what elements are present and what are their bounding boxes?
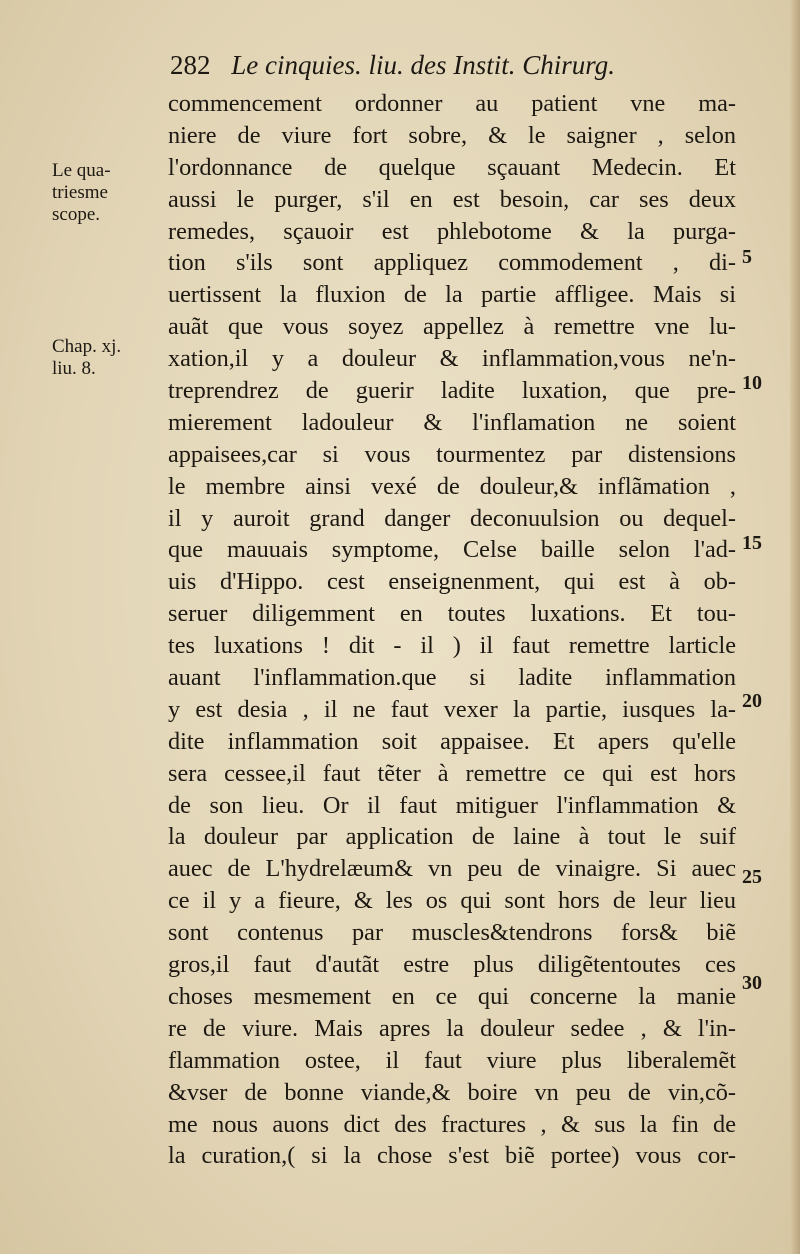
text-line: que mauuais symptome, Celse baille selon l'ad- [168, 536, 736, 564]
text-line: le membre ainsi vexé de douleur,& inflãmation , [168, 472, 736, 500]
line-number-5: 5 [742, 246, 752, 268]
text-line: gros,il faut d'autãt estre plus diligẽtentoutes ces [168, 951, 736, 979]
text-line: ce il y a fieure, & les os qui sont hors de leur lieu [168, 887, 736, 915]
text-line: y est desia , il ne faut vexer la partie, iusques la- [168, 695, 736, 723]
text-line: auãt que vous soyez appellez à remettre vne lu- [168, 313, 736, 341]
page-edge-shadow [790, 0, 800, 1254]
line-number-25: 25 [742, 866, 762, 888]
text-line: aussi le purger, s'il en est besoin, car ses deux [168, 185, 736, 213]
text-line: remedes, sçauoir est phlebotome & la purga- [168, 217, 736, 245]
margin-note-chapter-reference [52, 336, 152, 380]
text-line: de son lieu. Or il faut mitiguer l'inflammation & [168, 791, 736, 819]
running-header [170, 50, 730, 90]
line-number-10: 10 [742, 372, 762, 394]
text-line: dite inflammation soit appaisee. Et apers qu'elle [168, 727, 736, 755]
line-number-30: 30 [742, 972, 762, 994]
text-line: me nous auons dict des fractures , & sus la fin de [168, 1110, 736, 1138]
text-line: xation,il y a douleur & inflammation,vous ne'n- [168, 345, 736, 373]
text-line: seruer diligemment en toutes luxations. Et tou- [168, 600, 736, 628]
text-line: commencement ordonner au patient vne ma- [168, 90, 736, 117]
text-line: mierement ladouleur & l'inflamation ne soient [168, 408, 736, 436]
text-line: il y auroit grand danger deconuulsion ou dequel- [168, 504, 736, 532]
margin-note-quatriesme-scope [52, 160, 152, 226]
text-line: auant l'inflammation.que si ladite inflammation [168, 664, 736, 692]
text-line: uertissent la fluxion de la partie affligee. Mais si [168, 281, 736, 309]
text-line: la curation,( si la chose s'est biẽ portee) vous cor- [168, 1142, 736, 1170]
text-line: auec de L'hydrelæum& vn peu de vinaigre. Si auec [168, 855, 736, 883]
text-line: tes luxations ! dit - il ) il faut remettre larticle [168, 632, 736, 660]
text-line: la douleur par application de laine à tout le suif [168, 823, 736, 851]
text-line: re de viure. Mais apres la douleur sedee , & l'in- [168, 1014, 736, 1042]
line-number-15: 15 [742, 532, 762, 554]
text-line: niere de viure fort sobre, & le saigner , selon [168, 121, 736, 149]
text-line: choses mesmement en ce qui concerne la manie [168, 982, 736, 1010]
line-number-20: 20 [742, 690, 762, 712]
running-title: Le cinquies. liu. des Instit. Chirurg. [231, 50, 615, 80]
page-number: 282 [170, 50, 211, 80]
text-line: uis d'Hippo. cest enseignenment, qui est à ob- [168, 568, 736, 596]
text-line: treprendrez de guerir ladite luxation, que pre- [168, 377, 736, 405]
text-line: flammation ostee, il faut viure plus liberalemẽt [168, 1046, 736, 1074]
text-line: sont contenus par muscles&tendrons fors& biẽ [168, 919, 736, 947]
text-line: tion s'ils sont appliquez commodement , di- [168, 249, 736, 277]
text-line: &vser de bonne viande,& boire vn peu de vin,cõ- [168, 1078, 736, 1106]
text-line: sera cessee,il faut tẽter à remettre ce qui est hors [168, 759, 736, 787]
text-line: l'ordonnance de quelque sçauant Medecin. Et [168, 153, 736, 181]
text-line: appaisees,car si vous tourmentez par distensions [168, 440, 736, 468]
body-text [168, 88, 736, 1172]
margin-note-text: Le qua- triesme scope. [52, 160, 111, 225]
margin-note-text: Chap. xj. liu. 8. [52, 336, 122, 379]
